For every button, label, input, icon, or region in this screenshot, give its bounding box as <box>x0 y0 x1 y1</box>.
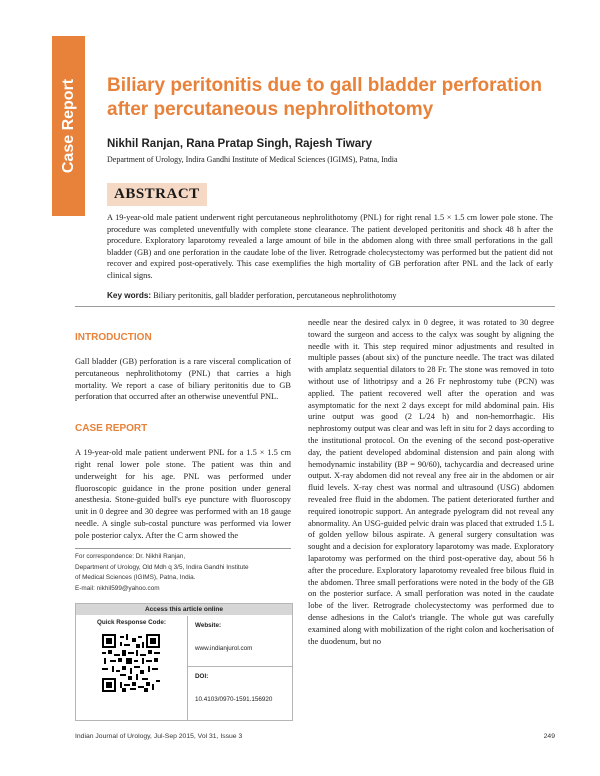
correspondence-line: For correspondence: Dr. Nikhil Ranjan, <box>75 553 186 560</box>
abstract-text: A 19-year-old male patient underwent right percutaneous nephrolithotomy (PNL) for right renal 1.5 × 1.5 cm lower pole stone. The procedure was completed uneventfully with complete stone clearance. The patient developed peritonitis and shock 48 h after the procedure. Exploratory laparotomy revealed a large amount of bile in the abdomen along with three small perforations in the gall bladder (GB) and one perforation in the caudate lobe of the liver. Retrograde cholecystectomy was performed but the patient did not recover and expired post-operatively. This case exemplifies the high mortality of GB perforation after PNL and the lack of early clinical signs. <box>107 213 553 280</box>
website-link[interactable]: www.indianjurol.com <box>195 645 253 652</box>
article-title: Biliary peritonitis due to gall bladder perforation after percutaneous nephrolithotomy <box>107 75 542 120</box>
access-online-box <box>75 603 293 721</box>
keywords <box>107 291 396 300</box>
doi-cell <box>188 667 292 720</box>
right-column <box>308 317 554 647</box>
case-report-tab-label: Case Report <box>59 78 77 174</box>
keywords-label: Key words: <box>107 291 152 300</box>
left-column <box>75 332 291 542</box>
keywords-text: Biliary peritonitis, gall bladder perforation, percutaneous nephrolithotomy <box>153 291 397 300</box>
correspondence-email[interactable]: E-mail: nikhil599@yahoo.com <box>75 584 160 592</box>
affiliation: Department of Urology, Indira Gandhi Institute of Medical Sciences (IGIMS), Patna, India <box>107 155 398 164</box>
website-label: Website: <box>195 622 222 629</box>
section-divider <box>75 306 555 307</box>
correspondence-line: of Medical Sciences (IGIMS), Patna, India. <box>75 574 196 581</box>
correspondence-block <box>75 548 291 594</box>
case-report-tab <box>52 36 85 216</box>
qr-label: Quick Response Code: <box>97 619 166 626</box>
case-report-heading: CASE REPORT <box>75 423 148 435</box>
authors: Nikhil Ranjan, Rana Pratap Singh, Rajesh Tiwary <box>107 138 372 150</box>
abstract-heading: ABSTRACT <box>107 183 207 206</box>
journal-citation: Indian Journal of Urology, Jul-Sep 2015, Vol 31, Issue 3 <box>75 733 243 740</box>
access-heading: Access this article online <box>76 604 292 615</box>
page-number: 249 <box>543 733 555 740</box>
page-footer <box>75 733 555 740</box>
correspondence-line: Department of Urology, Old Mdh q 3/5, Indira Gandhi Institute <box>75 563 249 571</box>
case-report-text-right: needle near the desired calyx in 0 degree, it was rotated to 30 degree toward the surgeon and access to the calyx was sought by aligning the needle with it. This step required minor adjustments and resulted in multiple passes (about six) of the puncture needle. The tract was dilated with amplatz sequential dilators to 28 Fr. The stone was removed in toto without use of lithotripsy and a 26 Fr nephrostomy tube (PCN) was applied. The patient recovered well after the operation and was asymptomatic for the next 2 days except for mild abdominal pain. His urine output was good (2 L/24 h) and non-hemorrhagic. His nephrostomy output was clear and was left in situ for 2 days according to the institutional protocol. On the evening of the second post-operative day, the patient developed abdominal distension and pain along with hemodynamic instability (BP = 90/60), tachycardia and decreased urine output. X-ray abdomen did not reveal any free air in the abdomen or air fluid levels. X-ray chest was normal and ultrasound (USG) abdomen revealed free fluid in the abdomen. The patient deteriorated further and required ionotropic support. An antegrade pyelogram did not reveal any abnormality. An USG-guided pelvic drain was placed that extruded 1.5 L of golden yellow bilous aspirate. A general surgery consultation was sought and a decision for exploratory laparotomy was made. Exploratory laparotomy was performed on the third post-operative day, about 56 h after the procedure. Exploratory laparotomy revealed free bilous fluid in the abdomen. Three small perforations were noted in the body of the GB on the posterior surface. A small perforation was noted in the caudate lobe of the liver. Retrograde cholecystectomy was performed due to dense adhesions in the Calot's triangle. The whole gut was carefully examined along with mobilization of the right colon and kocherisation of the duodenum, but no <box>308 318 554 646</box>
qr-code-icon[interactable] <box>102 634 160 692</box>
doi-value[interactable]: 10.4103/0970-1591.156920 <box>195 696 273 703</box>
introduction-heading: INTRODUCTION <box>75 332 152 343</box>
access-grid <box>76 616 292 720</box>
doi-label: DOI: <box>195 673 209 680</box>
qr-cell <box>76 616 188 720</box>
introduction-text: Gall bladder (GB) perforation is a rare visceral complication of percutaneous nephrolithotomy (PNL) that carries a high mortality. We report a case of biliary peritonitis due to GB perforation that occurred after an otherwise uneventful PNL. <box>75 357 291 402</box>
case-report-text-left: A 19-year-old male patient underwent PNL for a 1.5 × 1.5 cm right renal lower pole stone. The patient was thin and underweight for his age. PNL was performed under fluoroscopic guidance in the prone position under general anesthesia. Stone-guided bull's eye puncture with fluoroscopy unit in 0 degree and 30 degree was performed with an 18 gauge needle. A single sub-costal puncture was performed via lower pole posterior calyx. After the C arm showed the <box>75 448 291 540</box>
website-cell <box>188 616 292 667</box>
